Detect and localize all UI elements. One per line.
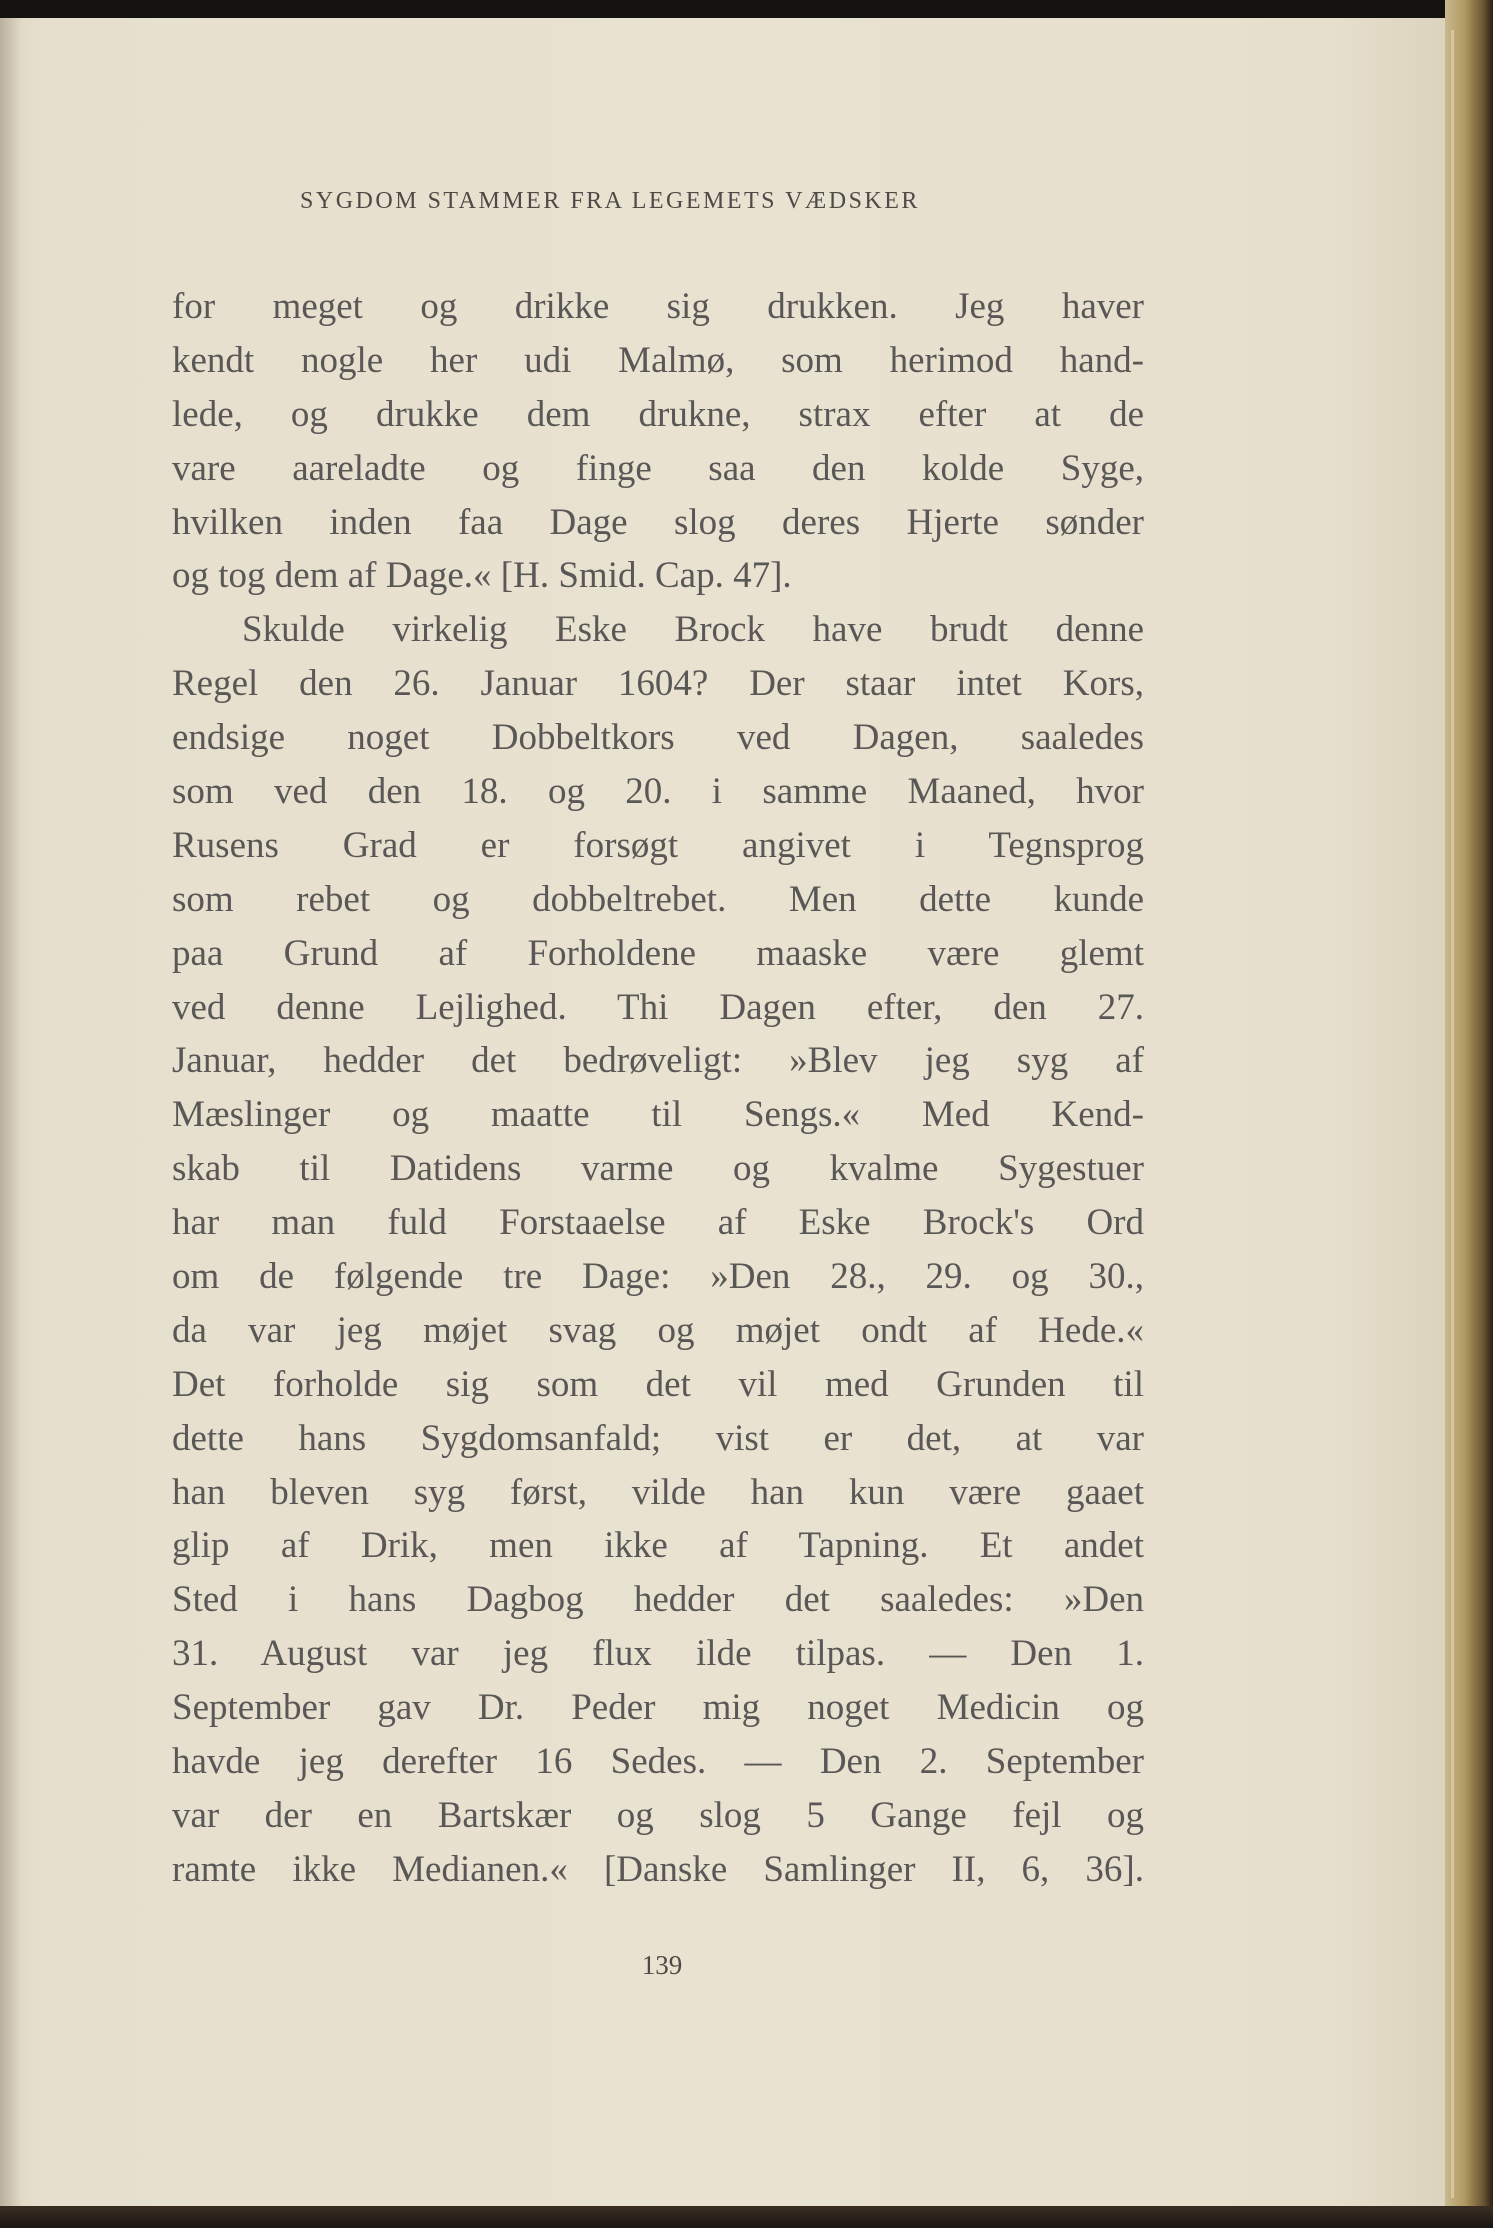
text-line: Januar, hedder det bedrøveligt: »Blev jeg syg af bbox=[172, 1040, 1144, 1082]
text-line: havde jeg derefter 16 Sedes. — Den 2. September bbox=[172, 1741, 1144, 1783]
book-top-edge bbox=[0, 0, 1493, 20]
text-line: som ved den 18. og 20. i samme Maaned, hvor bbox=[172, 771, 1144, 813]
text-line: vare aareladte og finge saa den kolde Syge, bbox=[172, 447, 1144, 489]
text-line: ramte ikke Medianen.« [Danske Samlinger II, 6, 36]. bbox=[172, 1848, 1144, 1890]
text-line: da var jeg møjet svag og møjet ondt af Hede.« bbox=[172, 1309, 1144, 1351]
text-line: kendt nogle her udi Malmø, som herimod hand- bbox=[172, 339, 1144, 381]
text-line: for meget og drikke sig drukken. Jeg haver bbox=[172, 286, 1144, 327]
text-line: som rebet og dobbeltrebet. Men dette kunde bbox=[172, 878, 1144, 920]
text-line: dette hans Sygdomsanfald; vist er det, at var bbox=[172, 1417, 1144, 1459]
text-line: September gav Dr. Peder mig noget Medicin og bbox=[172, 1687, 1144, 1729]
book-bottom-edge bbox=[0, 2206, 1493, 2228]
text-line: om de følgende tre Dage: »Den 28., 29. og 30., bbox=[172, 1256, 1144, 1298]
text-line: Det forholde sig som det vil med Grunden til bbox=[172, 1363, 1144, 1405]
text-line: Mæslinger og maatte til Sengs.« Med Kend- bbox=[172, 1094, 1144, 1136]
page-number: 139 bbox=[641, 1950, 683, 1980]
text-line: paa Grund af Forholdene maaske være glemt bbox=[172, 932, 1144, 974]
text-line: hvilken inden faa Dage slog deres Hjerte sønder bbox=[172, 501, 1144, 543]
text-line: han bleven syg først, vilde han kun være gaaet bbox=[172, 1471, 1144, 1513]
text-line: og tog dem af Dage.« [H. Smid. Cap. 47]. bbox=[172, 555, 792, 597]
text-line: ved denne Lejlighed. Thi Dagen efter, den 27. bbox=[172, 986, 1144, 1028]
book-spine-edge bbox=[1445, 0, 1493, 2228]
body-text bbox=[172, 280, 1144, 1897]
text-line: glip af Drik, men ikke af Tapning. Et andet bbox=[172, 1525, 1144, 1567]
text-line: Skulde virkelig Eske Brock have brudt denne bbox=[242, 609, 1144, 651]
text-line: var der en Bartskær og slog 5 Gange fejl og bbox=[172, 1794, 1144, 1836]
text-line: har man fuld Forstaaelse af Eske Brock's Ord bbox=[172, 1202, 1144, 1244]
book-page bbox=[0, 18, 1450, 2208]
running-head: SYGDOM STAMMER FRA LEGEMETS VÆDSKER bbox=[300, 188, 920, 214]
text-line: lede, og drukke dem drukne, strax efter at de bbox=[172, 393, 1144, 435]
text-line: endsige noget Dobbeltkors ved Dagen, saaledes bbox=[172, 717, 1144, 759]
text-line: Sted i hans Dagbog hedder det saaledes: »Den bbox=[172, 1579, 1144, 1621]
text-line: skab til Datidens varme og kvalme Sygestuer bbox=[172, 1148, 1144, 1190]
text-line: Regel den 26. Januar 1604? Der staar intet Kors, bbox=[172, 663, 1144, 705]
text-line: 31. August var jeg flux ilde tilpas. — Den 1. bbox=[172, 1633, 1144, 1675]
text-line: Rusens Grad er forsøgt angivet i Tegnsprog bbox=[172, 824, 1144, 866]
